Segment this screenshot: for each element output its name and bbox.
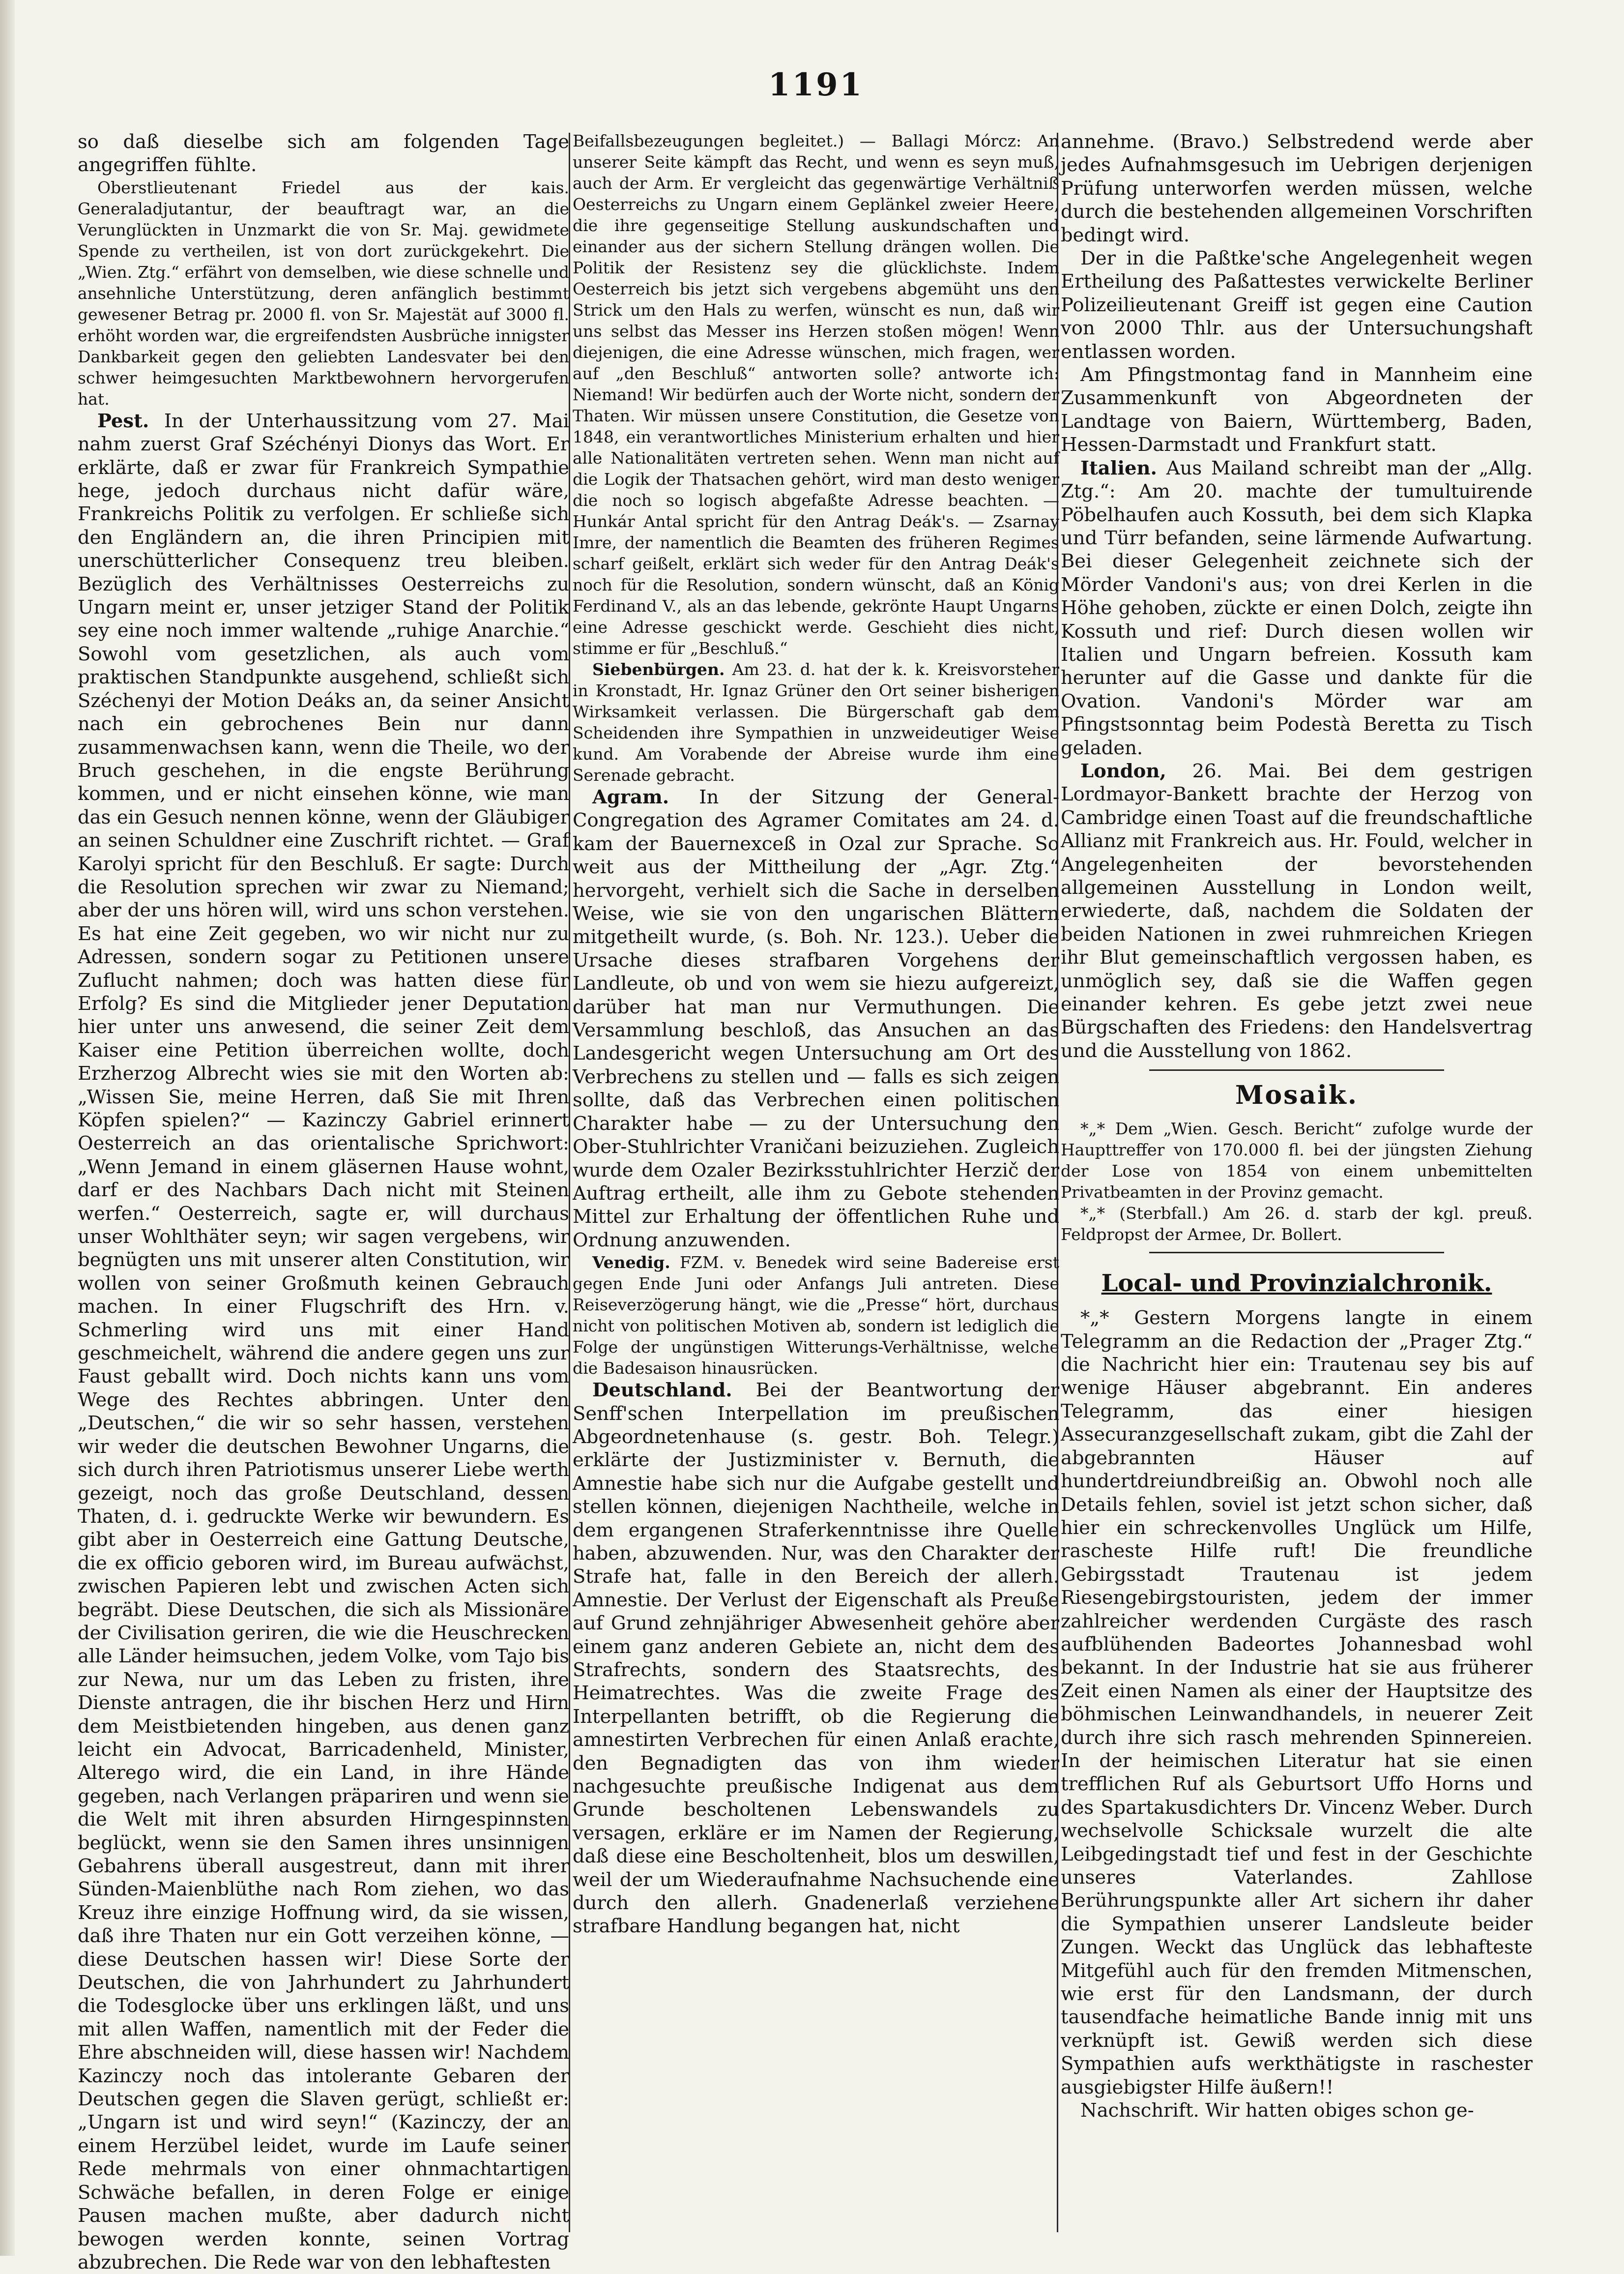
section-heading-mosaik: Mosaik. (1235, 1080, 1359, 1111)
paragraph (573, 1379, 1059, 1938)
paragraph-text: Aus Mailand schreibt man der „Allg. Ztg.“: Am 20. machte der tumultuirende Pöbelhaufen auch Kossuth, bei dem sich Klapka und Türr befanden, seine lärmende Aufwartung. Bei dieser Gelegenheit zeichnete sich der Mörder Vandoni's aus; von drei Kerlen in die Höhe gehoben, zückte er einen Dolch, zeigte ihn Kossuth und rief: Durch diesen wollen wir Italien und Ungarn befreien. Kossuth kam herunter auf die Gasse und dankte für die Ovation. Vandoni's Mörder war am Pfingstsonntag beim Podestà Beretta zu Tisch geladen. (1061, 457, 1533, 759)
dateline: Italien. (1080, 457, 1157, 479)
paragraph: so daß dieselbe sich am folgenden Tage angegriffen fühlte. (78, 131, 569, 177)
paragraph-text: Bei der Beantwortung der Senff'schen Interpellation im preußischen Abgeordnetenhause (s. gestr. Boh. Telegr.) erklärte der Justizminister v. Bernuth, die Amnestie habe sich nur die Aufgabe gestellt und stellen können, diejenigen Nachtheile, welche in dem ergangenen Straferkenntnisse ihre Quelle haben, abzuwenden. Nur, was den Charakter der Strafe hat, falle in den Bereich der allerh. Amnestie. Der Verlust der Eigenschaft als Preuße auf Grund zehnjähriger Abwesenheit gehöre aber einem ganz anderen Gebiete an, nicht dem des Strafrechts, sondern des Staatsrechts, des Heimatrechtes. Was die zweite Frage des Interpellanten betrifft, ob die Regierung die amnestirten Verbrechen für einen Anlaß erachte, den Begnadigten das von ihm wieder nachgesuchte preußische Indigenat aus dem Grunde bescholtenen Lebenswandels zu versagen, erkläre er im Namen der Regierung, daß diese eine Bescholtenheit, blos um deswillen, weil der um Wiederaufnahme Nachsuchende eine durch den allerh. Gnadenerlaß verziehene strafbare Handlung begangen hat, nicht (573, 1379, 1059, 1938)
page-binding-shadow (0, 0, 15, 2256)
paragraph-text: FZM. v. Benedek wird seine Badereise erst gegen Ende Juni oder Anfangs Juli antreten. Diese Reiseverzögerung hängt, wie die „Presse“ hört, durchaus nicht von politischen Motiven ab, sondern ist lediglich die Folge der ungünstigen Witterungs-Verhältnisse, welche die Badesaison hinausrücken. (573, 1253, 1059, 1378)
paragraph: Am Pfingstmontag fand in Mannheim eine Zusammenkunft von Abgeordneten der Landtage von Baiern, Württemberg, Baden, Hessen-Darmstadt und Frankfurt statt. (1061, 364, 1533, 456)
paragraph-text: In der Sitzung der General-Congregation des Agramer Comitates am 24. d. kam der Bauernexceß in Ozal zur Sprache. So weit aus der Mittheilung der „Agr. Ztg.“ hervorgeht, verhielt sich die Sache in derselben Weise, wie sie von den ungarischen Blättern mitgetheilt wurde, (s. Boh. Nr. 123.). Ueber die Ursache dieses strafbaren Vorgehens der Landleute, ob und von wem sie hiezu aufgereizt, darüber hat man nur Vermuthungen. Die Versammlung beschloß, das Ansuchen an das Landesgericht wegen Untersuchung am Ort des Verbrechens zu stellen und — falls es sich zeigen sollte, daß das Verbrechen einen politischen Charakter habe — zu der Untersuchung den Ober-Stuhlrichter Vraničani beizuziehen. Zugleich wurde dem Ozaler Bezirksstuhlrichter Herzič der Auftrag ertheilt, alle ihm zu Gebote stehenden Mittel zur Erhaltung der öffentlichen Ruhe und Ordnung anzuwenden. (573, 786, 1059, 1251)
paragraph (573, 786, 1059, 1252)
dateline: Deutschland. (592, 1379, 732, 1402)
paragraph: *„* Gestern Morgens langte in einem Telegramm an die Redaction der „Prager Ztg.“ die Nachricht hier ein: Trautenau sey bis auf wenige Häuser abgebrannt. Ein anderes Telegramm, das einer hiesigen Assecuranzgesellschaft zukam, gibt die Zahl der abgebrannten Häuser auf hundertdreiundbreißig an. Obwohl noch alle Details fehlen, soviel ist jetzt schon sicher, daß hier ein schreckenvolles Unglück um Hilfe, rascheste Hilfe ruft! Die freundliche Gebirgsstadt Trautenau ist jedem Riesengebirgstouristen, jedem der immer zahlreicher werdenden Curgäste des rasch aufblühenden Badeortes Johannesbad wohl bekannt. In der Industrie hat sie aus früherer Zeit einen Namen als einer der Hauptsitze des böhmischen Leinwandhandels, in neuerer Zeit durch ihre sich rasch mehrenden Spinnereien. In der heimischen Literatur hat sie einen trefflichen Ruf als Geburtsort Uffo Horns und des Spartakusdichters Dr. Vincenz Weber. Durch wechselvolle Schicksale wurzelt die alte Leibgedingstadt tief und fest in der Geschichte unseres Vaterlandes. Zahllose Berührungspunkte aller Art sichern ihr daher die Sympathien unserer Landsleute beider Zungen. Weckt das Unglück das lebhafteste Mitgefühl auch für den fremden Mitmenschen, wie erst für den Landsmann, der durch tausendfache heimatliche Bande innig mit uns verknüpft ist. Gewiß werden sich diese Sympathien aufs werkthätigste in raschester ausgiebigster Hilfe äußern!! (1061, 1307, 1533, 2098)
paragraph: *„* (Sterbfall.) Am 26. d. starb der kgl. preuß. Feldpropst der Armee, Dr. Bollert. (1061, 1204, 1533, 1244)
dateline: London, (1080, 760, 1166, 782)
dateline: Venedig. (592, 1253, 670, 1272)
paragraph: Nachschrift. Wir hatten obiges schon ge- (1080, 2099, 1474, 2122)
column-2 (573, 130, 1059, 2235)
column-1 (78, 130, 569, 2274)
paragraph (78, 410, 569, 2274)
paragraph (573, 659, 1059, 786)
section-heading-local-chronicle: Local- und Provinzialchronik. (1101, 1270, 1492, 1298)
paragraph: Beifallsbezeugungen begleitet.) — Ballagi Mórcz: An unserer Seite kämpft das Recht, und wenn es seyn muß, auch der Arm. Er vergleicht das gegenwärtige Verhältniß Oesterreichs zu Ungarn einem Geplänkel zweier Heere, die ihre gegenseitige Stellung auskundschaften und einander aus der sichern Stellung drängen wollen. Die Politik der Resistenz sey die glücklichste. Indem Oesterreich bis jetzt sich vergebens abgemüht uns den Strick um den Hals zu werfen, wünscht es nun, daß wir uns selbst das Messer ins Herzen stoßen mögen! Wenn diejenigen, die eine Adresse wünschen, mich fragen, wer auf „den Beschluß“ antworten solle? antworte ich: Niemand! Wir bedürfen auch der Worte nicht, sondern der Thaten. Wir müssen unsere Constitution, die Gesetze von 1848, ein verantwortliches Ministerium erhalten und hier alle Nationalitäten vertreten sehen. Wenn man nicht auf die Logik der Thatsachen gehört, wird man desto weniger die noch so logisch abgefaßte Adresse beachten. — Hunkár Antal spricht für den Antrag Deák's. — Zsarnay Imre, der namentlich die Beamten des früheren Regimes scharf geißelt, erklärt sich weder für den Antrag Deák's noch für die Resolution, sondern wünscht, daß an König Ferdinand V., als an das lebende, gekrönte Haupt Ungarns eine Adresse geschickt werde. Geschieht dies nicht, stimme er für „Beschluß.“ (573, 131, 1059, 658)
dateline: Siebenbürgen. (592, 660, 725, 679)
paragraph: annehme. (Bravo.) Selbstredend werde aber jedes Aufnahmsgesuch im Uebrigen derjenigen Prüfung unterworfen werden müssen, welche durch die bestehenden allgemeinen Vorschriften bedingt wird. (1061, 131, 1533, 246)
paragraph: *„* Dem „Wien. Gesch. Bericht“ zufolge wurde der Haupttreffer von 170.000 fl. bei der jüngsten Ziehung der Lose von 1854 von einem unbemittelten Privatbeamten in der Provinz gemacht. (1061, 1119, 1533, 1202)
dateline: Agram. (592, 786, 669, 808)
paragraph-text: Am 23. d. hat der k. k. Kreisvorsteher in Kronstadt, Hr. Ignaz Grüner den Ort seiner bisherigen Wirksamkeit verlassen. Die Bürgerschaft gab dem Scheidenden ihre Sympathien in unzweideutiger Weise kund. Am Vorabende der Abreise wurde ihm eine Serenade gebracht. (573, 660, 1059, 785)
section-divider (1149, 1252, 1444, 1253)
paragraph-text: In der Unterhaussitzung vom 27. Mai nahm zuerst Graf Széchényi Dionys das Wort. Er erklärte, daß er zwar für Frankreich Sympathie hege, jedoch durchaus nicht dafür wäre, Frankreichs Politik zu verfolgen. Er schließe sich den Engländern an, die ihren Principien mit unerschütterlicher Consequenz treu bleiben. Bezüglich des Verhältnisses Oesterreichs zu Ungarn meint er, unser jetziger Stand der Politik sey eine noch immer waltende „ruhige Anarchie.“ Sowohl vom gesetzlichen, als auch vom praktischen Standpunkte ausgehend, schließt sich Széchenyi der Motion Deáks an, da seiner Ansicht nach ein gebrochenes Bein nur dann zusammenwachsen kann, wenn die Theile, wo der Bruch geschehen, in die engste Berührung kommen, und er nicht einsehen könne, wie man das ein Gesuch nennen könne, wenn der Gläubiger an seinen Schuldner eine Zuschrift richtet. — Graf Karolyi spricht für den Beschluß. Er sagte: Durch die Resolution sprechen wir zwar zu Niemand; aber der uns hören will, wird uns schon verstehen. Es hat eine Zeit gegeben, wo wir nicht nur zu Adressen, sondern sogar zu Petitionen unsere Zuflucht nahmen; doch was hatten diese für Erfolg? Es sind die Mitglieder jener Deputation hier unter uns anwesend, die seiner Zeit dem Kaiser eine Petition überreichen wollte, doch Erzherzog Albrecht wies sie mit den Worten ab: „Wissen Sie, meine Herren, daß Sie mit Ihren Köpfen spielen?“ — Kazinczy Gabriel erinnert Oesterreich an das orientalische Sprichwort: „Wenn Jemand in einem gläsernen Hause wohnt, darf er des Nachbars Dach nicht mit Steinen werfen.“ Oesterreich, sagte er, will durchaus unser Wohlthäter seyn; wir sagen vergebens, wir begnügten uns mit unserer alten Constitution, wir wollen von seiner Großmuth keinen Gebrauch machen. In einer Flugschrift des Hrn. v. Schmerling wird uns mit einer Hand geschmeichelt, während die andere gegen uns zur Faust geballt wird. Doch nichts kann uns vom Wege des Rechtes abbringen. Unter den „Deutschen,“ die wir so sehr hassen, verstehen wir weder die deutschen Bewohner Ungarns, die sich durch ihren Patriotismus unserer Liebe werth gezeigt, noch das große Deutschland, dessen Thaten, d. i. gedruckte Werke wir bewundern. Es gibt aber in Oesterreich eine Gattung Deutsche, die ex officio geboren wird, im Bureau aufwächst, zwischen Papieren lebt und zwischen Acten sich begräbt. Diese Deutschen, die sich als Missionäre der Civilisation geriren, die wie die Heuschrecken alle Länder heimsuchen, jedem Volke, vom Tajo bis zur Newa, nur um das Leben zu fristen, ihre Dienste antragen, die ihr bischen Herz und Hirn dem Meistbietenden hingeben, aus denen ganz leicht ein Advocat, Barricadenheld, Minister, Alterego wird, die ein Land, in ihre Hände gegeben, nach Verlangen präpariren und wenn sie die Welt mit ihren absurden Hirngespinnsten beglückt, wenn sie den Samen ihres unsinnigen Gebahrens überall ausgestreut, dann mit ihrer Sünden-Maienblüthe nach Rom ziehen, wo das Kreuz ihre einzige Hoffnung wird, da sie wissen, daß ihre Thaten nur ein Gott verzeihen könne, — diese Deutschen hassen wir! Diese Sorte der Deutschen, die von Jahrhundert zu Jahrhundert die Todesglocke über uns erklingen läßt, und uns mit allen Waffen, namentlich mit der Feder die Ehre abschneiden will, diese hassen wir! Nachdem Kazinczy noch das intolerante Gebaren der Deutschen gegen die Slaven gerügt, schließt er: „Ungarn ist und wird seyn!“ (Kazinczy, der an einem Herzübel leidet, wurde im Laufe seiner Rede mehrmals von einer ohnmachtartigen Schwäche befallen, in deren Folge er einige Pausen machen mußte, aber dadurch nicht bewogen werden konnte, seinen Vortrag abzubrechen. Die Rede war von den lebhaftesten (78, 410, 569, 2274)
column-3 (1061, 130, 1533, 2235)
dateline: Pest. (97, 410, 149, 432)
paragraph (1061, 760, 1533, 1063)
paragraph (573, 1252, 1059, 1379)
section-divider (1149, 1069, 1444, 1071)
page-number: 1191 (768, 66, 864, 103)
paragraph: Der in die Paßtke'sche Angelegenheit wegen Ertheilung des Paßattestes verwickelte Berliner Polizeilieutenant Greiff ist gegen eine Caution von 2000 Thlr. aus der Untersuchungshaft entlassen worden. (1061, 247, 1533, 363)
paragraph: Oberstlieutenant Friedel aus der kais. Generaladjutantur, der beauftragt war, an die Verunglückten in Unzmarkt die von Sr. Maj. gewidmete Spende zu vertheilen, ist von dort zurückgekehrt. Die „Wien. Ztg.“ erfährt von demselben, wie diese schnelle und ansehnliche Unterstützung, deren anfänglich bestimmt gewesener Betrag pr. 2000 fl. von Sr. Majestät auf 3000 fl. erhöht worden war, die ergreifendsten Ausbrüche innigster Dankbarkeit gegen den geliebten Landesvater bei den schwer heimgesuchten Marktbewohnern hervorgerufen hat. (78, 177, 569, 409)
paragraph (1061, 457, 1533, 760)
paragraph-text: 26. Mai. Bei dem gestrigen Lordmayor-Bankett brachte der Herzog von Cambridge einen Toast auf die freundschaftliche Allianz mit Frankreich aus. Hr. Fould, welcher in Angelegenheiten der bevorstehenden allgemeinen Ausstellung in London weilt, erwiederte, daß, nachdem die Soldaten der beiden Nationen in zwei ruhmreichen Kriegen ihr Blut gemeinschaftlich vergossen haben, es unmöglich sey, daß sie die Waffen gegen einander kehren. Es gebe jetzt zwei neue Bürgschaften des Friedens: den Handelsvertrag und die Ausstellung von 1862. (1061, 760, 1533, 1062)
